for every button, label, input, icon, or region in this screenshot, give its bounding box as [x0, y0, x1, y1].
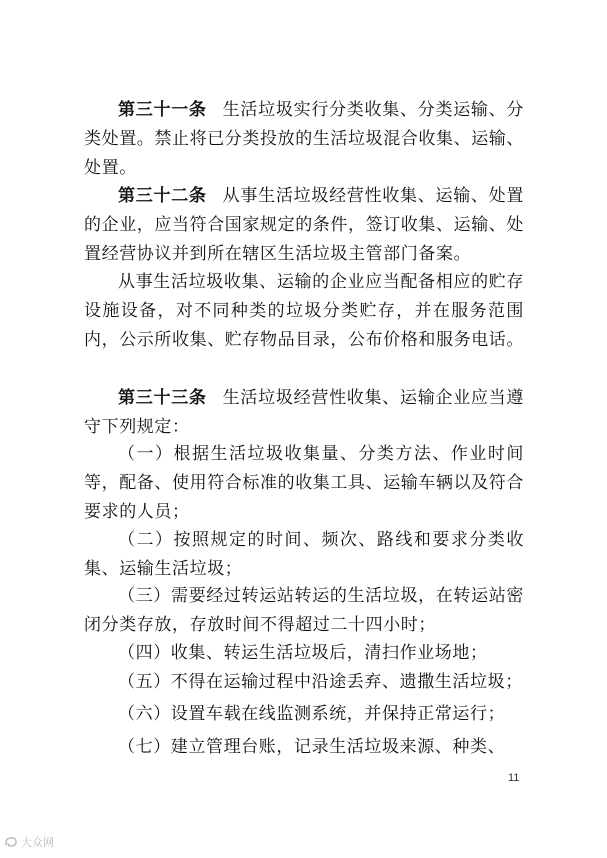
- article-33-paragraph: [84, 384, 524, 442]
- article-31-paragraph: [84, 96, 524, 183]
- article-32-text: 从事生活垃圾经营性收集、运输、处置的企业，应当符合国家规定的条件，签订收集、运输、处置经营协议并到所在辖区生活垃圾主管部门备案。: [84, 186, 525, 264]
- article-33-text: 生活垃圾经营性收集、运输企业应当遵守下列规定：: [84, 388, 525, 437]
- article-33-item-4: （四）收集、转运生活垃圾后，清扫作业场地；: [118, 643, 488, 663]
- watermark-logo-icon: [4, 836, 18, 848]
- article-33-item-7: （七）建立管理台账，记录生活垃圾来源、种类、: [118, 737, 506, 757]
- article-32-paragraph: [84, 182, 524, 269]
- article-33-item-3: （三）需要经过转运站转运的生活垃圾，在转运站密闭分类存放，存放时间不得超过二十四小时；: [84, 586, 524, 635]
- page-number: 11: [508, 772, 520, 784]
- article-31-heading: 第三十一条: [118, 100, 207, 120]
- article-33-heading: 第三十三条: [118, 388, 207, 408]
- article-32-paragraph-2: 从事生活垃圾收集、运输的企业应当配备相应的贮存设施设备，对不同种类的垃圾分类贮存，并在服务范围内，公示所收集、贮存物品目录，公布价格和服务电话。: [84, 272, 524, 350]
- article-33-item-5: （五）不得在运输过程中沿途丢弃、遗撒生活垃圾；: [118, 672, 523, 692]
- article-33-item-2: （二）按照规定的时间、频次、路线和要求分类收集、运输生活垃圾；: [84, 530, 524, 579]
- article-32-heading: 第三十二条: [118, 186, 207, 206]
- article-33-item-6: （六）设置车载在线监测系统，并保持正常运行；: [118, 704, 506, 724]
- watermark: [4, 834, 54, 850]
- watermark-text: 大众网: [21, 836, 54, 849]
- article-31-text: 生活垃圾实行分类收集、分类运输、分类处置。禁止将已分类投放的生活垃圾混合收集、运输、处置。: [84, 100, 525, 178]
- article-33-item-1: （一）根据生活垃圾收集量、分类方法、作业时间等，配备、使用符合标准的收集工具、运输车辆以及符合要求的人员；: [84, 444, 524, 522]
